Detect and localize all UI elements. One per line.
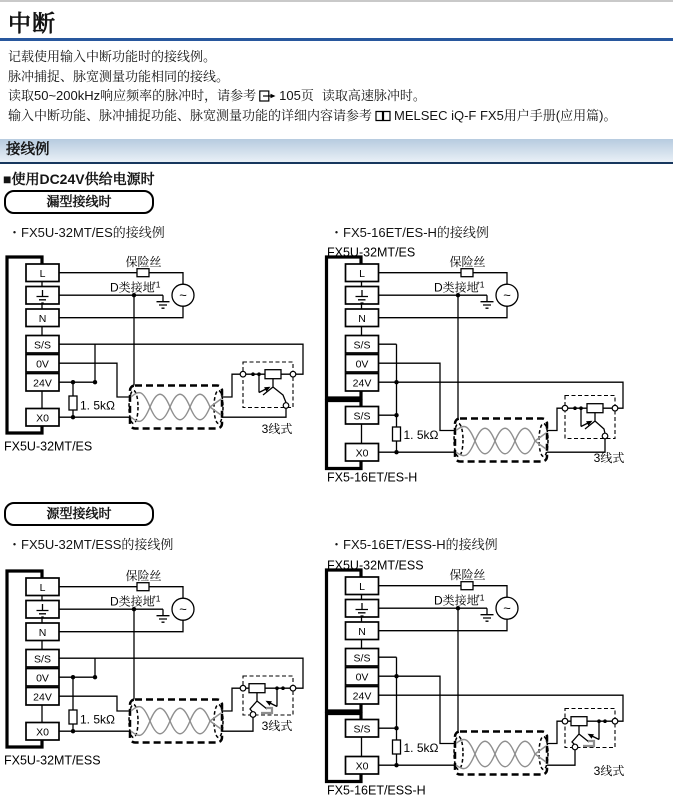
module-label-bottom: FX5-16ET/ESS-H xyxy=(327,783,426,798)
terminal-X0: X0 xyxy=(36,726,49,739)
subsection-dc24v-heading: ■使用DC24V供给电源时 xyxy=(3,171,155,187)
fuse xyxy=(461,582,473,590)
resistor-1-5k xyxy=(393,740,401,754)
wiring-diagram-sink-fx5-16et xyxy=(320,243,673,488)
terminal-N: N xyxy=(38,312,47,325)
terminal-N: N xyxy=(38,626,47,639)
diagram-heading-fx5-es-h: ・FX5-16ET/ES-H的接线例 xyxy=(330,225,489,240)
terminal-24V: 24V xyxy=(352,690,372,703)
diagram-heading-fx5-ess-h: ・FX5-16ET/ESS-H的接线例 xyxy=(330,537,498,552)
d-ground-label: D类接地 xyxy=(110,594,155,609)
d-ground-label: D类接地 xyxy=(434,280,479,295)
resistor-1-5k xyxy=(69,710,77,724)
d-ground-note: *1 xyxy=(476,279,485,290)
terminal-SS: S/S xyxy=(353,339,371,352)
source-wiring-pill: 源型接线时 xyxy=(4,502,154,526)
page-ref-link[interactable]: 105页 xyxy=(279,88,314,103)
page-title: 中断 xyxy=(8,10,56,36)
ground-symbol xyxy=(59,295,170,308)
fuse-label: 保险丝 xyxy=(125,569,162,583)
diagram-heading-fx5u-es: ・FX5U-32MT/ES的接线例 xyxy=(8,225,165,240)
d-ground-label: D类接地 xyxy=(434,593,479,608)
section-header-wiring-example: 接线例 xyxy=(0,139,673,164)
intro-line-3-text: 读取50~200kHz响应频率的脉冲时，请参考 xyxy=(8,88,257,103)
terminal-N: N xyxy=(358,312,366,325)
terminal-24V: 24V xyxy=(352,377,372,390)
terminal-0V: 0V xyxy=(355,358,369,371)
fuse xyxy=(461,269,473,277)
sensor-type-label: 3线式 xyxy=(261,719,293,733)
d-ground-note: *1 xyxy=(152,279,161,290)
wiring-diagram-source-fx5-16et xyxy=(320,556,673,801)
module-label: FX5U-32MT/ES xyxy=(4,439,93,454)
terminal-SS: S/S xyxy=(34,339,51,352)
ac-tilde: ~ xyxy=(503,600,511,616)
terminal-L: L xyxy=(359,267,365,280)
terminal-X0: X0 xyxy=(355,447,369,460)
intro-paragraphs xyxy=(8,47,616,125)
manual-book-icon xyxy=(375,110,391,122)
terminal-L: L xyxy=(359,580,365,593)
fuse xyxy=(137,583,149,591)
terminal-24V: 24V xyxy=(33,377,52,390)
module-label: FX5U-32MT/ESS xyxy=(4,753,101,768)
module-label-bottom: FX5-16ET/ES-H xyxy=(327,470,418,485)
intro-line-2: 脉冲捕捉、脉宽测量功能相同的接线。 xyxy=(8,68,230,84)
terminal-0V: 0V xyxy=(36,672,49,685)
ac-tilde: ~ xyxy=(179,601,187,617)
sensor-type-label: 3线式 xyxy=(593,451,625,465)
diagram-heading-fx5u-ess: ・FX5U-32MT/ESS的接线例 xyxy=(8,537,174,552)
module-label-top: FX5U-32MT/ES xyxy=(327,245,416,260)
shielded-cable xyxy=(129,700,223,743)
d-ground-note: *1 xyxy=(476,592,485,603)
terminal-X0: X0 xyxy=(355,760,369,773)
page-top-border xyxy=(0,0,673,2)
terminal-L: L xyxy=(39,267,46,280)
terminal-24V: 24V xyxy=(33,691,52,704)
d-ground-note: *1 xyxy=(152,593,161,604)
ac-tilde: ~ xyxy=(503,287,511,303)
fuse xyxy=(137,269,149,277)
resistor-1-5k xyxy=(393,427,401,441)
terminal-X0: X0 xyxy=(36,412,49,425)
intro-line-1: 记载使用输入中断功能时的接线例。 xyxy=(8,49,217,64)
fuse-label: 保险丝 xyxy=(449,255,486,269)
manual-ref: MELSEC iQ-F FX5用户手册(应用篇)。 xyxy=(394,107,617,123)
terminal-0V: 0V xyxy=(355,671,369,684)
terminal-SS2: S/S xyxy=(353,410,371,423)
ground-symbol xyxy=(59,609,170,622)
sensor-3wire xyxy=(240,362,296,408)
sensor-type-label: 3线式 xyxy=(261,422,293,436)
sensor-3wire xyxy=(240,676,296,717)
shielded-cable xyxy=(454,419,548,462)
sensor-3wire xyxy=(562,396,618,439)
resistor-label: 1. 5kΩ xyxy=(403,428,439,442)
terminal-SS: S/S xyxy=(353,652,371,665)
terminal-0V: 0V xyxy=(36,358,49,371)
intro-line-4 xyxy=(8,106,616,126)
module-label-top: FX5U-32MT/ESS xyxy=(327,558,424,573)
fuse-label: 保险丝 xyxy=(125,255,162,269)
d-ground-label: D类接地 xyxy=(110,280,155,295)
title-rule xyxy=(0,38,673,41)
terminal-SS: S/S xyxy=(34,653,51,666)
resistor-label: 1. 5kΩ xyxy=(80,712,115,727)
intro-line-3 xyxy=(8,86,616,106)
page-ref-icon xyxy=(259,90,276,102)
resistor-label: 1. 5kΩ xyxy=(403,741,439,755)
wiring-diagram-source-fx5u xyxy=(0,568,330,768)
terminal-N: N xyxy=(358,625,366,638)
fuse-label: 保险丝 xyxy=(449,568,486,582)
ground-symbol xyxy=(379,295,494,308)
intro-line-4-text: 输入中断功能、脉冲捕捉功能、脉宽测量功能的详细内容请参考 xyxy=(8,107,373,123)
sensor-3wire xyxy=(562,709,618,750)
resistor-1-5k xyxy=(69,396,77,410)
intro-line-3-post: 读取高速脉冲时。 xyxy=(321,88,426,103)
ac-tilde: ~ xyxy=(179,287,187,303)
ground-symbol xyxy=(379,608,494,621)
sensor-type-label: 3线式 xyxy=(593,764,625,778)
shielded-cable xyxy=(129,386,223,429)
resistor-label: 1. 5kΩ xyxy=(80,398,115,413)
terminal-SS2: S/S xyxy=(353,723,371,736)
terminal-L: L xyxy=(39,581,46,594)
wiring-diagram-sink-fx5u xyxy=(0,255,330,455)
shielded-cable xyxy=(454,732,548,775)
sink-wiring-pill: 漏型接线时 xyxy=(4,190,154,214)
